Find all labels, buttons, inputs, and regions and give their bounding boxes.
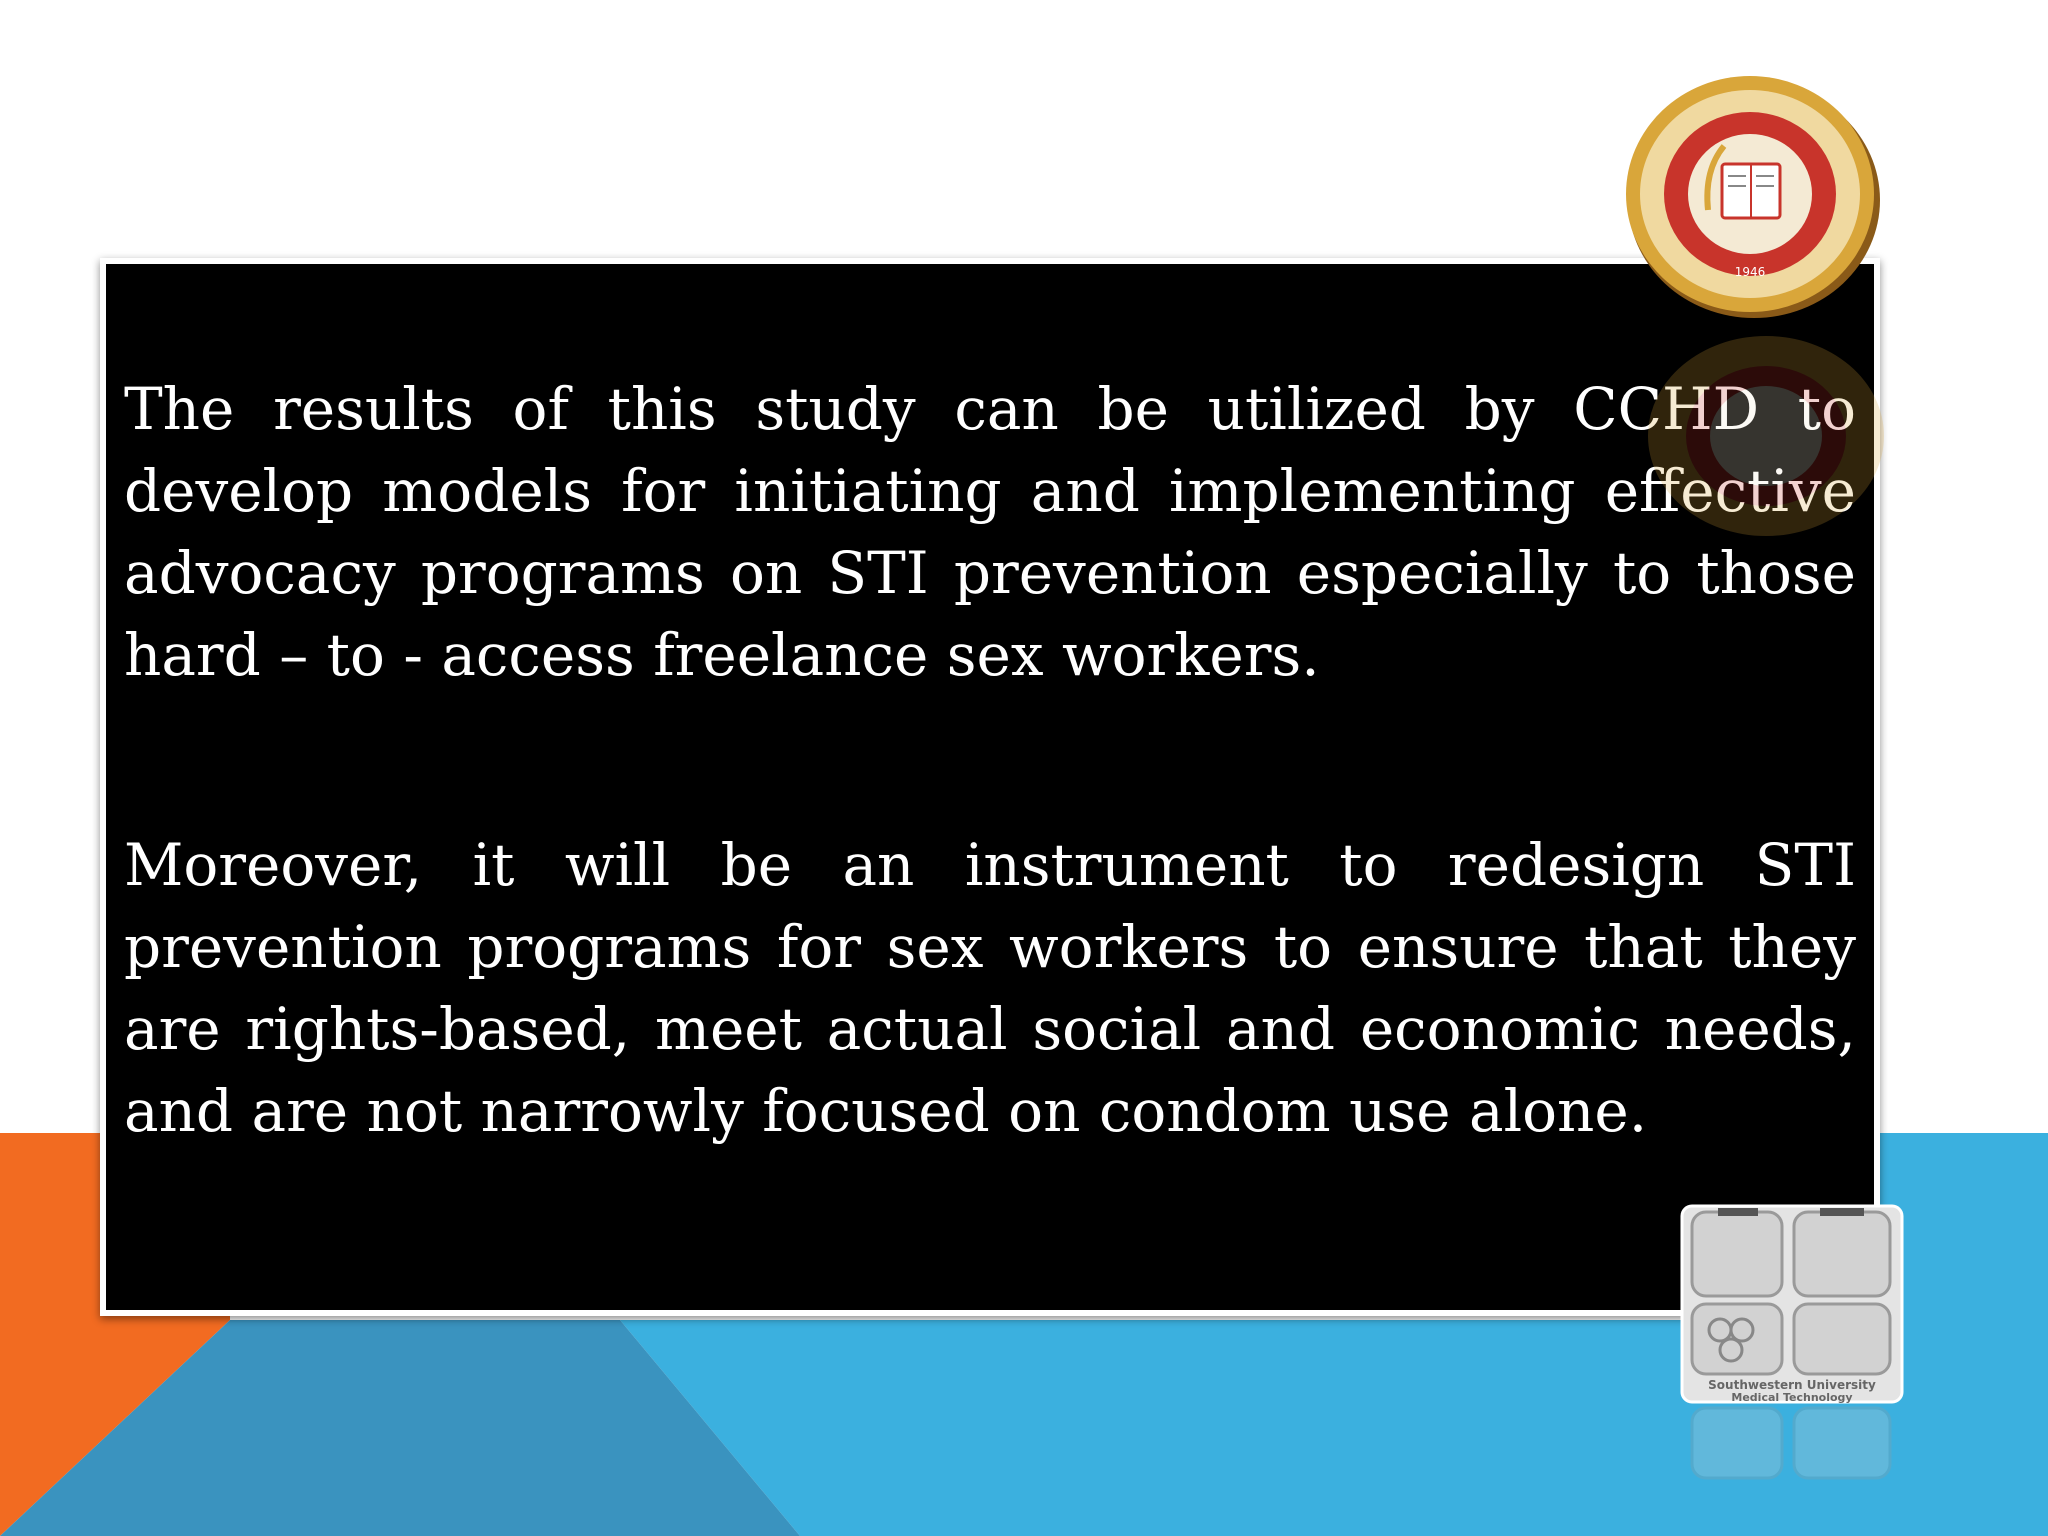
medical-technology-logo-icon	[1680, 1204, 1904, 1404]
svg-text:Medical Technology: Medical Technology	[1731, 1391, 1853, 1404]
university-seal-icon	[1612, 60, 1892, 332]
paragraph-cchd-models: The results of this study can be utilized by CCHD to develop models for initiating and implementing effective advocacy programs on STI prevention especially to those hard – to - access freelance sex workers.	[124, 375, 1856, 689]
svg-text:1946: 1946	[1734, 265, 1766, 279]
paragraph-redesign-programs: Moreover, it will be an instrument to redesign STI prevention programs for sex workers to ensure that they are rights-based, meet actual social and economic needs, and are not narrowly focused on condom use alone.	[124, 831, 1856, 1145]
medical-technology-logo-reflection	[1680, 1404, 1904, 1524]
university-seal-reflection	[1636, 326, 1896, 546]
svg-text:Southwestern University: Southwestern University	[1708, 1378, 1876, 1392]
